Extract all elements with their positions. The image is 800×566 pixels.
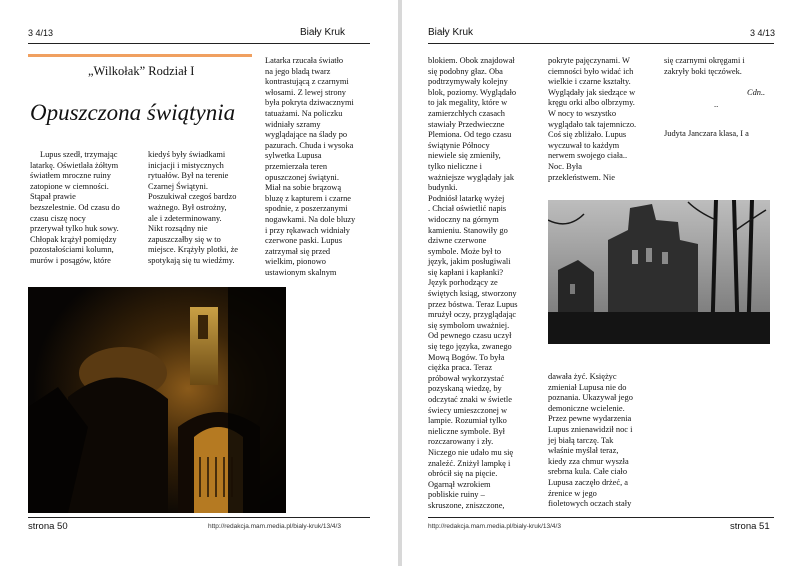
ruins-photo <box>548 200 770 344</box>
text-column-3: Latarka rzucała światło na jego bladą twarz kontrastującą z czarnymi włosami. Z lewej strony była pokryta dziwacznymi tatuażami. Na policzku widniały szramy wyglądające na ślady po pazurach. Chuda i wysoka sylwetka Lupusa przemierzała teren opuszczonej świątyni. Miał na sobie brązową bluzę z kapturem i czarne spodnie, z poszerzanymi nogawkami. Na dole bluzy i przy rękawach widniały czerwone paski. Lupus zatrzymał się przed wielkim, pionowo ustawionym skalnym <box>265 56 356 277</box>
ruins-illustration <box>548 200 770 344</box>
footer-url-right[interactable]: http://redakcja.mam.media.pl/bialy-kruk/13/4/3 <box>428 523 561 530</box>
text-column-2: pokryte pajęczynami. W ciemności było widać ich wielkie i czarne kształty. Wyglądały jak siedzące w kręgu orki albo olbrzymy. W nocy to wszystko wyglądało tak tajemniczo. Coś się zbliżało. Lupus wyczuwał to każdym nerwem swojego ciała.. Noc. Była przekleństwem. Nie <box>548 56 637 182</box>
author-signature: Judyta Janczara klasa, I a <box>664 129 749 138</box>
text-column-1: blokiem. Obok znajdował się podobny głaz. Oba podtrzymywały kolejny blok, poziomy. Wyglądało to jak megality, które w zamierzchłych czasach stawiały Przedwieczne Plemiona. Od tego czasu świątynie Północy niewiele się zmieniły, tylko nieliczne i ważniejsze wyglądały jak budynki. Podniósł latarkę wyżej . Chciał oświetlić napis widoczny na górnym kamieniu. Stanowiły go dziwne czerwone symbole. Może był to język, jakim posługiwali się kapłani i kapłanki? Język porhodzący ze świętych ksiąg, stworzony przez bóstwa. Teraz Lupus mrużył oczy, przyglądając się symbolom uważniej. Od pewnego czasu uczył się tego języka, zwanego Mową Bogów. To była ciężka praca. Teraz próbował wykorzystać pozyskaną wiedzę, by odczytać znaki w świetle świecy umieszczonej w lampie. Rozumiał tylko nieliczne symbole. Był rozczarowany i zły. Niczego nie udało mu się znaleźć. Zniżył lampkę i obrócił się na pięcie. Ogarnął wzrokiem pobliskie ruiny – skruszone, zniszczone, <box>428 56 518 510</box>
issue-number: 3 4/13 <box>28 28 54 38</box>
header-rule-right <box>428 43 774 44</box>
chapter-heading: „Wilkołak” Rodział I <box>88 64 195 78</box>
temple-night-illustration <box>28 287 286 513</box>
continued-note: Cdn.. <box>747 88 766 97</box>
issue-number-right: 3 4/13 <box>750 28 776 38</box>
text-column-2-continued: dawała żyć. Księżyc zmieniał Lupusa nie do poznania. Ukazywał jego demoniczne wcielenie. Przez pewne wydarzenia Lupus znienawidził noc i jej białą tarczę. Tak właśnie myślał teraz, kiedy zza chmur wyszła srebrna kula. Całe ciało Lupusa zaczęło drżeć, a źrenice w jego fioletowych oczach stały <box>548 372 633 509</box>
footer-rule <box>28 517 370 518</box>
dots: .. <box>714 100 719 109</box>
temple-night-photo <box>28 287 286 513</box>
header-rule <box>28 43 370 44</box>
magazine-title: Biały Kruk <box>300 27 346 38</box>
text-column-3: się czarnymi okręgami i zakryły boki tęczówek. <box>664 56 745 76</box>
article-title: Opuszczona świątynia <box>30 100 236 125</box>
page-number-right: strona 51 <box>730 521 770 532</box>
text-column-2: kiedyś były świadkami inicjacji i mistycznych rytuałów. Był na terenie Czarnej Świątyni. Poszukiwał czegoś bardzo ważnego. Był ostrożny, ale i zdeterminowany. Nikt rozsądny nie zapuszczałby się w to miejsce. Krążyły plotki, że spotykają się tu wiedźmy. <box>148 150 238 265</box>
page-number-left: strona 50 <box>28 521 68 532</box>
left-page <box>0 0 398 566</box>
footer-url-left[interactable]: http://redakcja.mam.media.pl/bialy-kruk/13/4/3 <box>208 523 341 530</box>
orange-accent-bar <box>28 54 252 57</box>
right-page <box>402 0 800 566</box>
text-column-1: Lupus szedł, trzymając latarkę. Oświetlała żółtym światłem mroczne ruiny zatopione w ciemności. Stąpał prawie bezszelestnie. Od czasu do czasu ciszę nocy przerywał tylko huk sowy. Chłopak krążył pomiędzy pozostałościami kolumn, murów i posągów, które <box>30 150 120 265</box>
footer-rule-right <box>428 517 774 518</box>
magazine-title-right: Biały Kruk <box>428 27 474 38</box>
